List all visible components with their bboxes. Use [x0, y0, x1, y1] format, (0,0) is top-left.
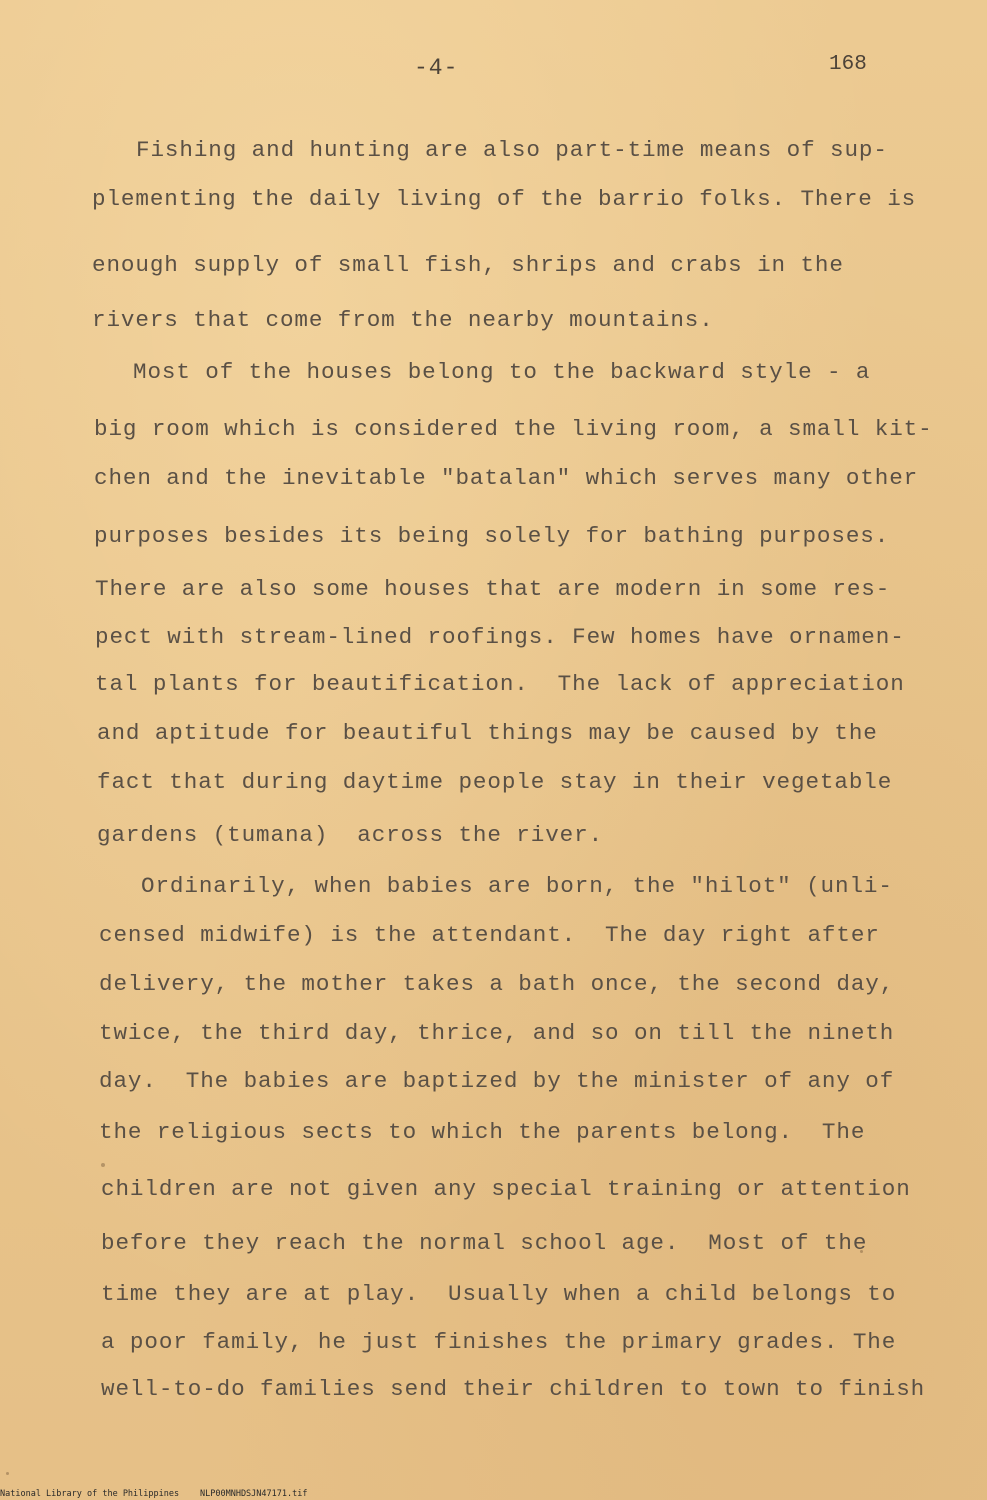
- text-line: Most of the houses belong to the backward style - a: [133, 359, 871, 385]
- text-line: gardens (tumana) across the river.: [97, 822, 604, 848]
- text-line: Ordinarily, when babies are born, the "hilot" (unli-: [141, 873, 893, 899]
- text-line: fact that during daytime people stay in their vegetable: [97, 769, 893, 795]
- text-line: and aptitude for beautiful things may be caused by the: [97, 720, 878, 746]
- text-line: delivery, the mother takes a bath once, the second day,: [99, 971, 895, 997]
- text-line: before they reach the normal school age. Most of the: [101, 1230, 868, 1256]
- text-line: big room which is considered the living room, a small kit-: [94, 416, 933, 442]
- text-line: pect with stream-lined roofings. Few homes have ornamen-: [95, 624, 905, 650]
- text-line: day. The babies are baptized by the minister of any of: [99, 1068, 895, 1094]
- footer-library-name: National Library of the Philippines: [0, 1489, 180, 1499]
- text-line: enough supply of small fish, shrips and crabs in the: [92, 252, 844, 278]
- text-line: plementing the daily living of the barrio folks. There is: [92, 186, 917, 212]
- text-line: Fishing and hunting are also part-time means of sup-: [136, 137, 888, 163]
- text-line: rivers that come from the nearby mountains.: [92, 307, 714, 333]
- text-line: purposes besides its being solely for bathing purposes.: [94, 523, 890, 549]
- text-line: a poor family, he just finishes the primary grades. The: [101, 1329, 897, 1355]
- paper-speck: [860, 1250, 863, 1253]
- text-line: twice, the third day, thrice, and so on till the nineth: [99, 1020, 895, 1046]
- text-line: There are also some houses that are modern in some res-: [95, 576, 891, 602]
- text-line: well-to-do families send their children to town to finish: [101, 1376, 926, 1402]
- page-number: -4-: [414, 55, 459, 81]
- archive-number: 168: [829, 53, 867, 76]
- footer-filename: NLP00MNHDSJN47171.tif: [200, 1489, 308, 1499]
- paper-speck: [101, 1163, 105, 1167]
- text-line: censed midwife) is the attendant. The day right after: [99, 922, 880, 948]
- paper-speck: [6, 1472, 9, 1475]
- text-line: time they are at play. Usually when a child belongs to: [101, 1281, 897, 1307]
- text-line: chen and the inevitable "batalan" which serves many other: [94, 465, 919, 491]
- text-line: tal plants for beautification. The lack of appreciation: [95, 671, 905, 697]
- text-line: children are not given any special training or attention: [101, 1176, 911, 1202]
- text-line: the religious sects to which the parents belong. The: [99, 1119, 866, 1145]
